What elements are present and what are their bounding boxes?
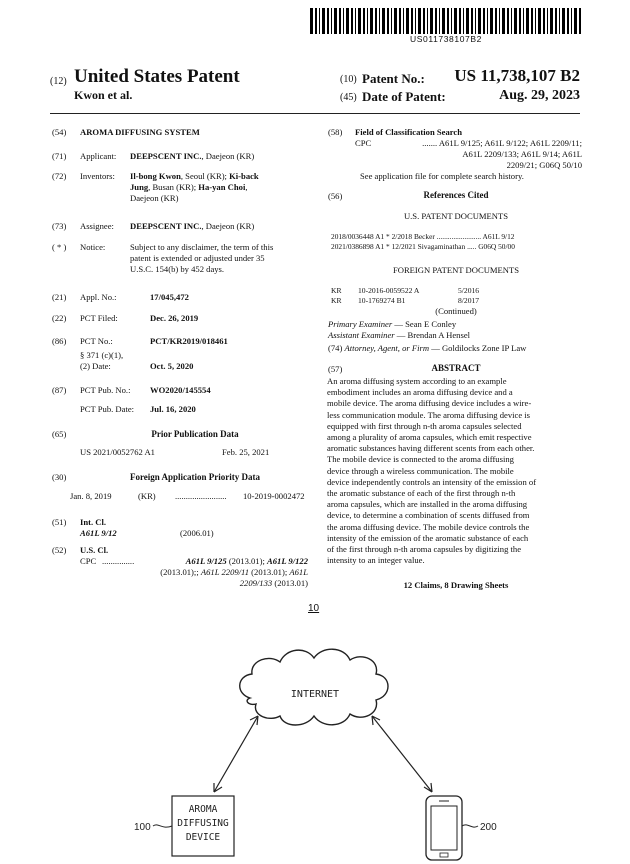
barcode-bar	[478, 8, 481, 34]
barcode-bar	[387, 8, 389, 34]
barcode-bar	[394, 8, 397, 34]
continued-note: (Continued)	[435, 306, 477, 316]
foreign-doc-date: 8/2017	[458, 296, 480, 305]
attorney-name: — Goldilocks Zone IP Law	[429, 343, 527, 353]
foreign-priority-number: 10-2019-0002472	[243, 491, 305, 501]
foreign-doc-number: 10-2016-0059522 A	[358, 286, 420, 295]
barcode-bar	[567, 8, 569, 34]
abstract-line: device independently controls an intensity of the emission of	[327, 476, 537, 487]
patent-no-label: Patent No.:	[362, 71, 425, 86]
barcode-bar	[454, 8, 457, 34]
device-label: DEVICE	[185, 832, 221, 843]
us-docs-heading: U.S. PATENT DOCUMENTS	[403, 211, 509, 221]
abstract-line: embodiment includes an aroma diffusing device and a	[327, 387, 513, 398]
device-label: DIFFUSING	[177, 818, 229, 829]
header-rule	[50, 113, 580, 114]
abstract-tag: (57)	[328, 364, 343, 374]
assignee-location: , Daejeon (KR)	[201, 221, 255, 231]
cpc-code: 2209/133	[239, 578, 273, 588]
cpc-line-1	[140, 556, 308, 567]
patent-no-tag: (10)	[340, 74, 357, 85]
barcode-bar	[331, 8, 332, 34]
appl-tag: (21)	[52, 292, 67, 302]
barcode-bar	[538, 8, 541, 34]
barcode-bar	[550, 8, 553, 34]
notice-text: Subject to any disclaimer, the term of this	[130, 242, 274, 252]
foreign-priority-heading: Foreign Application Priority Data	[129, 472, 261, 482]
abstract-line: among a plurality of aroma capsules, which emit respective	[327, 432, 532, 442]
abstract-line: aromatic substances having different scents from each other.	[327, 443, 535, 454]
abstract-line: mobile device. The aroma diffusing device includes a wire-	[327, 398, 532, 409]
inventor-name: Jung	[130, 182, 149, 192]
barcode-bar	[523, 8, 524, 34]
barcode-bar	[310, 8, 313, 34]
barcode	[310, 8, 582, 34]
barcode-bar	[382, 8, 385, 34]
abstract-line: the aromatic substance of each of the first through n-th	[327, 488, 516, 498]
barcode-bar	[579, 8, 581, 34]
assignee-label: Assignee:	[80, 221, 114, 231]
s371-label: § 371 (c)(1),	[80, 350, 124, 360]
intcl-label: Int. Cl.	[80, 517, 107, 527]
barcode-bar	[519, 8, 521, 34]
pct-filed-tag: (22)	[52, 313, 67, 323]
ref-heading: References Cited	[423, 190, 489, 200]
barcode-bar	[547, 8, 548, 34]
cpc-year: (2013.01);	[251, 567, 288, 577]
device-reference-number: 100	[134, 822, 151, 833]
barcode-bar	[415, 8, 416, 34]
barcode-bar	[399, 8, 401, 34]
leader-line	[462, 825, 478, 827]
barcode-bar	[319, 8, 320, 34]
foreign-priority-country: (KR)	[138, 491, 156, 501]
link-arrow-right	[372, 716, 432, 792]
intcl-year: (2006.01)	[180, 528, 214, 538]
pct-pub-number: WO2020/145554	[150, 385, 211, 395]
abstract-line: intensity to an integer value.	[327, 555, 425, 566]
barcode-bar	[363, 8, 365, 34]
field-line: 2209/21; G06Q 50/10	[506, 160, 582, 170]
uscl-label: U.S. Cl.	[80, 545, 109, 555]
pct-pub-label: PCT Pub. No.:	[80, 385, 131, 395]
barcode-number: US011738107B2	[410, 34, 482, 44]
barcode-bar	[355, 8, 356, 34]
barcode-bar	[571, 8, 572, 34]
barcode-bar	[502, 8, 505, 34]
primary-examiner	[328, 319, 456, 330]
notice-label: Notice:	[80, 242, 106, 252]
barcode-bar	[451, 8, 452, 34]
barcode-bar	[334, 8, 337, 34]
cpc-year: (2013.01)	[274, 578, 308, 588]
foreign-doc-date: 5/2016	[458, 286, 480, 295]
s371-date: Oct. 5, 2020	[150, 361, 194, 371]
assistant-examiner-label: Assistant Examiner	[328, 330, 395, 340]
pct-number: PCT/KR2019/018461	[150, 336, 228, 346]
cpc-line-2: (2013.01);; A61L 2209/11 (2013.01); A61L	[160, 567, 308, 577]
barcode-bar	[507, 8, 509, 34]
field-line: A61L 2209/133; A61L 9/14; A61L	[462, 149, 582, 159]
applicant-location: , Daejeon (KR)	[201, 151, 255, 161]
barcode-bar	[406, 8, 409, 34]
barcode-bar	[435, 8, 437, 34]
foreign-docs-heading: FOREIGN PATENT DOCUMENTS	[392, 265, 520, 275]
us-doc-row: 2018/0036448 A1 * 2/2018 Becker ........................ A61L 9/12	[331, 232, 515, 241]
field-tag: (58)	[328, 127, 343, 137]
inventor-short: Kwon et al.	[74, 88, 133, 102]
inventors-line-3: Daejeon (KR)	[130, 193, 179, 203]
cpc-year: (2013.01);	[160, 567, 197, 577]
cpc-code: A61L 9/122	[267, 556, 308, 566]
barcode-bar	[375, 8, 377, 34]
notice-text: patent is extended or adjusted under 35	[130, 253, 265, 263]
barcode-bar	[418, 8, 421, 34]
field-line: See application file for complete search history.	[360, 171, 524, 181]
barcode-bar	[403, 8, 404, 34]
barcode-bar	[499, 8, 500, 34]
cpc-code: A61L 9/125	[185, 556, 227, 566]
barcode-bar	[495, 8, 497, 34]
inventor-name: Il-bong Kwon	[130, 171, 181, 181]
primary-examiner-label: Primary Examiner	[328, 319, 393, 329]
pct-pub-date: Jul. 16, 2020	[150, 404, 196, 414]
kind-code-tag: (12)	[50, 76, 67, 87]
barcode-bar	[463, 8, 464, 34]
pct-pub-tag: (87)	[52, 385, 67, 395]
barcode-bar	[343, 8, 344, 34]
assignee-tag: (73)	[52, 221, 67, 231]
cloud-label: INTERNET	[290, 689, 340, 700]
barcode-bar	[442, 8, 445, 34]
abstract-heading: ABSTRACT	[431, 363, 481, 373]
primary-examiner-name: — Sean E Conley	[392, 319, 457, 329]
barcode-bar	[379, 8, 380, 34]
uscl-tag: (52)	[52, 545, 67, 555]
abstract-line: the aroma diffusing device. The mobile device controls the	[327, 521, 530, 532]
assignee-name: DEEPSCENT INC.	[130, 221, 202, 231]
date-label: Date of Patent:	[362, 89, 446, 104]
barcode-bar	[423, 8, 425, 34]
inventor-location: , Busan (KR);	[148, 182, 197, 192]
patent-title-heading: United States Patent	[74, 66, 240, 87]
barcode-bar	[574, 8, 577, 34]
barcode-bar	[391, 8, 392, 34]
appl-label: Appl. No.:	[80, 292, 117, 302]
inventors-tag: (72)	[52, 171, 67, 181]
prior-date: Feb. 25, 2021	[222, 447, 270, 457]
applicant-tag: (71)	[52, 151, 67, 161]
notice-text: U.S.C. 154(b) by 452 days.	[130, 264, 225, 274]
pct-no-label: PCT No.:	[80, 336, 113, 346]
barcode-bar	[427, 8, 428, 34]
foreign-priority-tag: (30)	[52, 472, 67, 482]
cpc-leader: ...............	[102, 556, 135, 566]
applicant-value	[130, 151, 254, 162]
prior-number: US 2021/0052762 A1	[80, 447, 155, 457]
patent-date: Aug. 29, 2023	[499, 88, 580, 103]
assistant-examiner	[328, 330, 470, 341]
field-heading: Field of Classification Search	[355, 127, 463, 137]
attorney-label: Attorney, Agent, or Firm	[344, 343, 430, 353]
foreign-priority-date: Jan. 8, 2019	[70, 491, 112, 501]
barcode-bar	[466, 8, 469, 34]
barcode-bar	[430, 8, 433, 34]
barcode-bar	[555, 8, 557, 34]
barcode-bar	[483, 8, 485, 34]
abstract-line: device, to determine a combination of scents diffused from	[327, 510, 530, 521]
barcode-bar	[475, 8, 476, 34]
barcode-bar	[315, 8, 317, 34]
abstract-line: of the first through n-th aroma capsules by digitizing the	[327, 544, 522, 554]
barcode-bar	[351, 8, 353, 34]
barcode-bar	[459, 8, 461, 34]
barcode-bar	[370, 8, 373, 34]
abstract-line: An aroma diffusing system according to an example	[327, 376, 507, 386]
inventor-location: , Seoul (KR);	[180, 171, 227, 181]
intcl-tag: (51)	[52, 517, 67, 527]
cpc-code: A61L 2209/11	[200, 567, 250, 577]
prior-heading: Prior Publication Data	[151, 429, 239, 439]
figure-reference-number: 10	[308, 603, 320, 614]
foreign-doc-country: KR	[331, 286, 342, 295]
barcode-bar	[439, 8, 440, 34]
barcode-bar	[562, 8, 565, 34]
cpc-year: (2013.01);	[228, 556, 265, 566]
leader-line	[153, 825, 172, 827]
abstract-line: less communication module. The aroma diffusing device is	[327, 409, 531, 420]
patent-number: US 11,738,107 B2	[454, 66, 580, 85]
inventor-name: Ha-yan Choi	[198, 182, 246, 192]
title-tag: (54)	[52, 127, 67, 137]
field-cpc-label: CPC	[355, 138, 372, 148]
barcode-bar	[471, 8, 473, 34]
pct-pub-date-label: PCT Pub. Date:	[80, 404, 135, 414]
link-arrow-left	[214, 716, 258, 792]
us-doc-row: 2021/0386898 A1 * 12/2021 Sivagaminathan ..... G06Q 50/00	[331, 242, 515, 251]
claims-summary: 12 Claims, 8 Drawing Sheets	[403, 580, 509, 590]
invention-title: AROMA DIFFUSING SYSTEM	[80, 127, 200, 137]
appl-number: 17/045,472	[150, 292, 189, 302]
s371-date-label: (2) Date:	[80, 361, 111, 371]
pct-filed-label: PCT Filed:	[80, 313, 118, 323]
barcode-bar	[490, 8, 493, 34]
barcode-bar	[543, 8, 545, 34]
cpc-label: CPC	[80, 556, 97, 566]
applicant-name: DEEPSCENT INC.	[130, 151, 202, 161]
pct-no-tag: (86)	[52, 336, 67, 346]
inventor-name: Ki-back	[229, 171, 259, 181]
ref-tag: (56)	[328, 191, 343, 201]
pct-filed-date: Dec. 26, 2019	[150, 313, 199, 323]
assignee-value	[130, 221, 254, 232]
foreign-doc-number: 10-1769274 B1	[358, 296, 406, 305]
cpc-line-3	[140, 578, 308, 589]
field-line: ....... A61L 9/125; A61L 9/122; A61L 2209/11;	[422, 138, 582, 148]
intcl-code: A61L 9/12	[80, 528, 117, 538]
assistant-examiner-name: — Brendan A Hensel	[394, 330, 471, 340]
inventors-line-2: Jung, Busan (KR); Ha-yan Choi,	[130, 182, 248, 192]
barcode-bar	[358, 8, 361, 34]
barcode-bar	[447, 8, 449, 34]
applicant-label: Applicant:	[80, 151, 117, 161]
cpc-code: A61L	[289, 567, 308, 577]
device-label: AROMA	[188, 804, 218, 815]
notice-tag: ( * )	[52, 242, 67, 252]
barcode-bar	[322, 8, 325, 34]
barcode-bar	[346, 8, 349, 34]
abstract-line: equipped with first through n-th aroma capsules selected	[327, 420, 522, 431]
barcode-bar	[559, 8, 560, 34]
figure-drawing	[0, 640, 630, 864]
abstract-line: The mobile device is connected to the aroma diffusing	[327, 454, 514, 465]
barcode-bar	[487, 8, 488, 34]
abstract-line: aroma capsules, which are installed in the aroma diffusing	[327, 499, 528, 510]
date-tag: (45)	[340, 92, 357, 103]
barcode-bar	[526, 8, 529, 34]
abstract-line: device through a wireless communication. The mobile	[327, 465, 514, 476]
abstract-line: intensity of the emission of the aromatic substance of each	[327, 532, 529, 543]
barcode-bar	[327, 8, 329, 34]
internet-cloud	[240, 649, 388, 725]
foreign-doc-country: KR	[331, 296, 342, 305]
inventors-label: Inventors:	[80, 171, 115, 181]
attorney	[328, 343, 526, 354]
barcode-bar	[514, 8, 517, 34]
barcode-bar	[535, 8, 536, 34]
prior-tag: (65)	[52, 429, 67, 439]
foreign-priority-leader: ........................	[175, 491, 227, 501]
barcode-bar	[531, 8, 533, 34]
inventors-line-1	[130, 171, 310, 182]
phone-reference-number: 200	[480, 822, 497, 833]
barcode-bar	[511, 8, 512, 34]
attorney-tag: (74)	[328, 343, 343, 353]
barcode-bar	[339, 8, 341, 34]
barcode-bar	[367, 8, 368, 34]
barcode-bar	[411, 8, 413, 34]
